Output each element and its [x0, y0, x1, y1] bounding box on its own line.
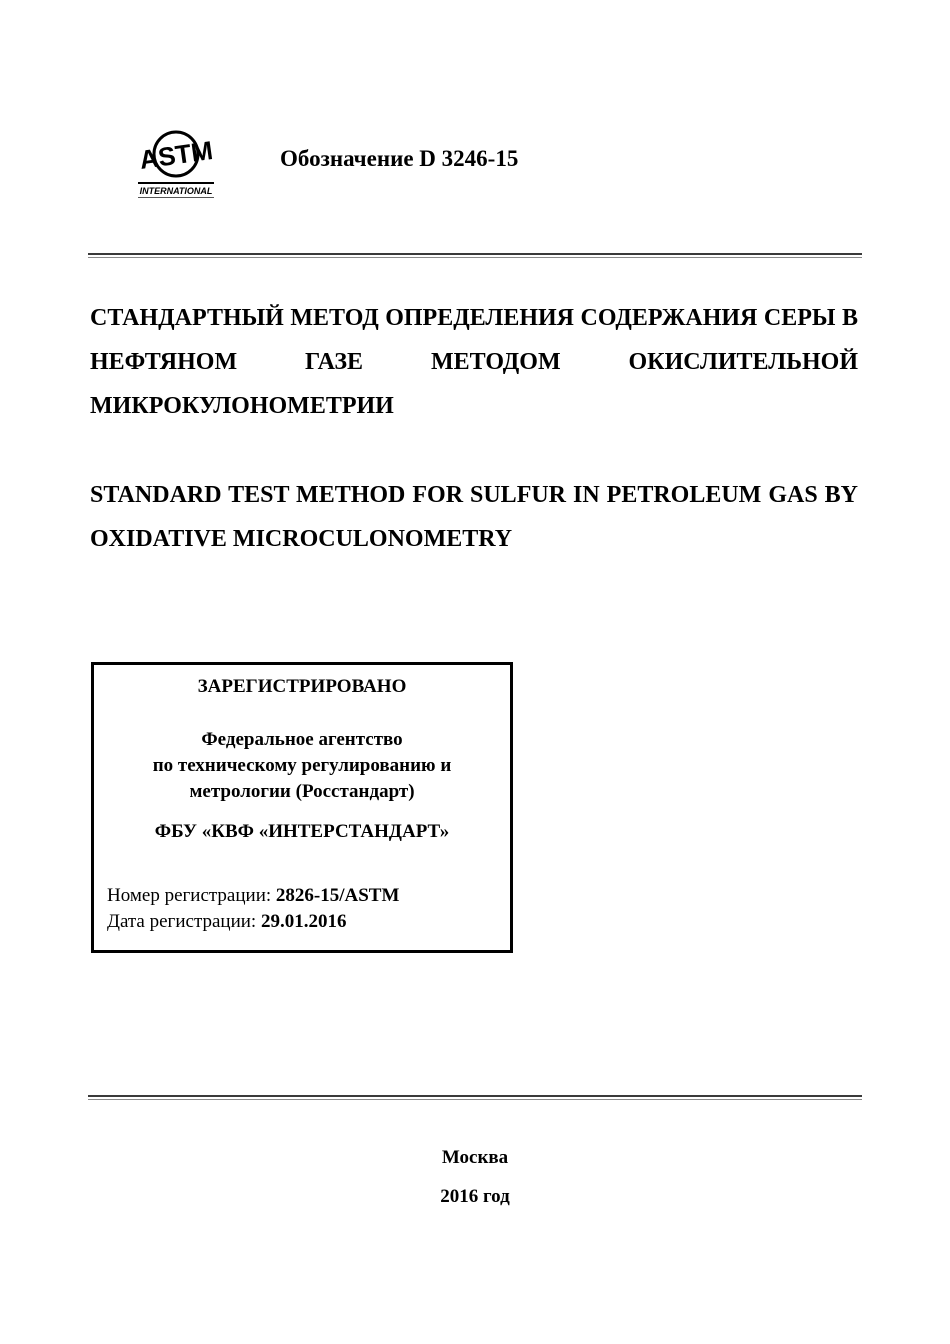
logo-letters: ASTM — [137, 135, 215, 175]
astm-logo — [134, 124, 218, 200]
agency-line: Федеральное агентство — [201, 729, 403, 750]
registration-organization: ФБУ «КВФ «ИНТЕРСТАНДАРТ» — [154, 821, 450, 842]
title-english: STANDARD TEST METHOD FOR SULFUR IN PETROLEUM GAS BY OXIDATIVE MICROCULONOMETRY — [90, 482, 858, 552]
registration-box — [91, 662, 513, 953]
registration-heading: ЗАРЕГИСТРИРОВАНО — [197, 676, 407, 697]
registration-date-label: Дата регистрации: — [107, 911, 257, 932]
title-russian: СТАНДАРТНЫЙ МЕТОД ОПРЕДЕЛЕНИЯ СОДЕРЖАНИЯ СЕРЫ В НЕФТЯНОМ ГАЗЕ МЕТОДОМ ОКИСЛИТЕЛЬНОЙ МИКРОКУЛОНОМЕТРИИ — [90, 305, 858, 419]
logo-subtext: INTERNATIONAL — [139, 186, 213, 196]
registration-number-value: 2826-15/ASTM — [275, 885, 400, 906]
registration-number — [107, 885, 399, 907]
publication-year: 2016 год — [440, 1186, 510, 1207]
agency-line: по техническому регулированию и — [152, 755, 452, 776]
top-divider — [88, 253, 862, 258]
registration-date — [107, 911, 346, 933]
astm-logo-icon — [134, 124, 218, 200]
registration-number-label: Номер регистрации: — [107, 885, 272, 906]
document-designation: Обозначение D 3246-15 — [280, 146, 519, 171]
publication-city: Москва — [441, 1147, 509, 1168]
registration-date-value: 29.01.2016 — [260, 911, 347, 932]
registration-agency — [94, 727, 510, 805]
bottom-divider — [88, 1095, 862, 1100]
agency-line: метрологии (Росстандарт) — [189, 781, 415, 802]
